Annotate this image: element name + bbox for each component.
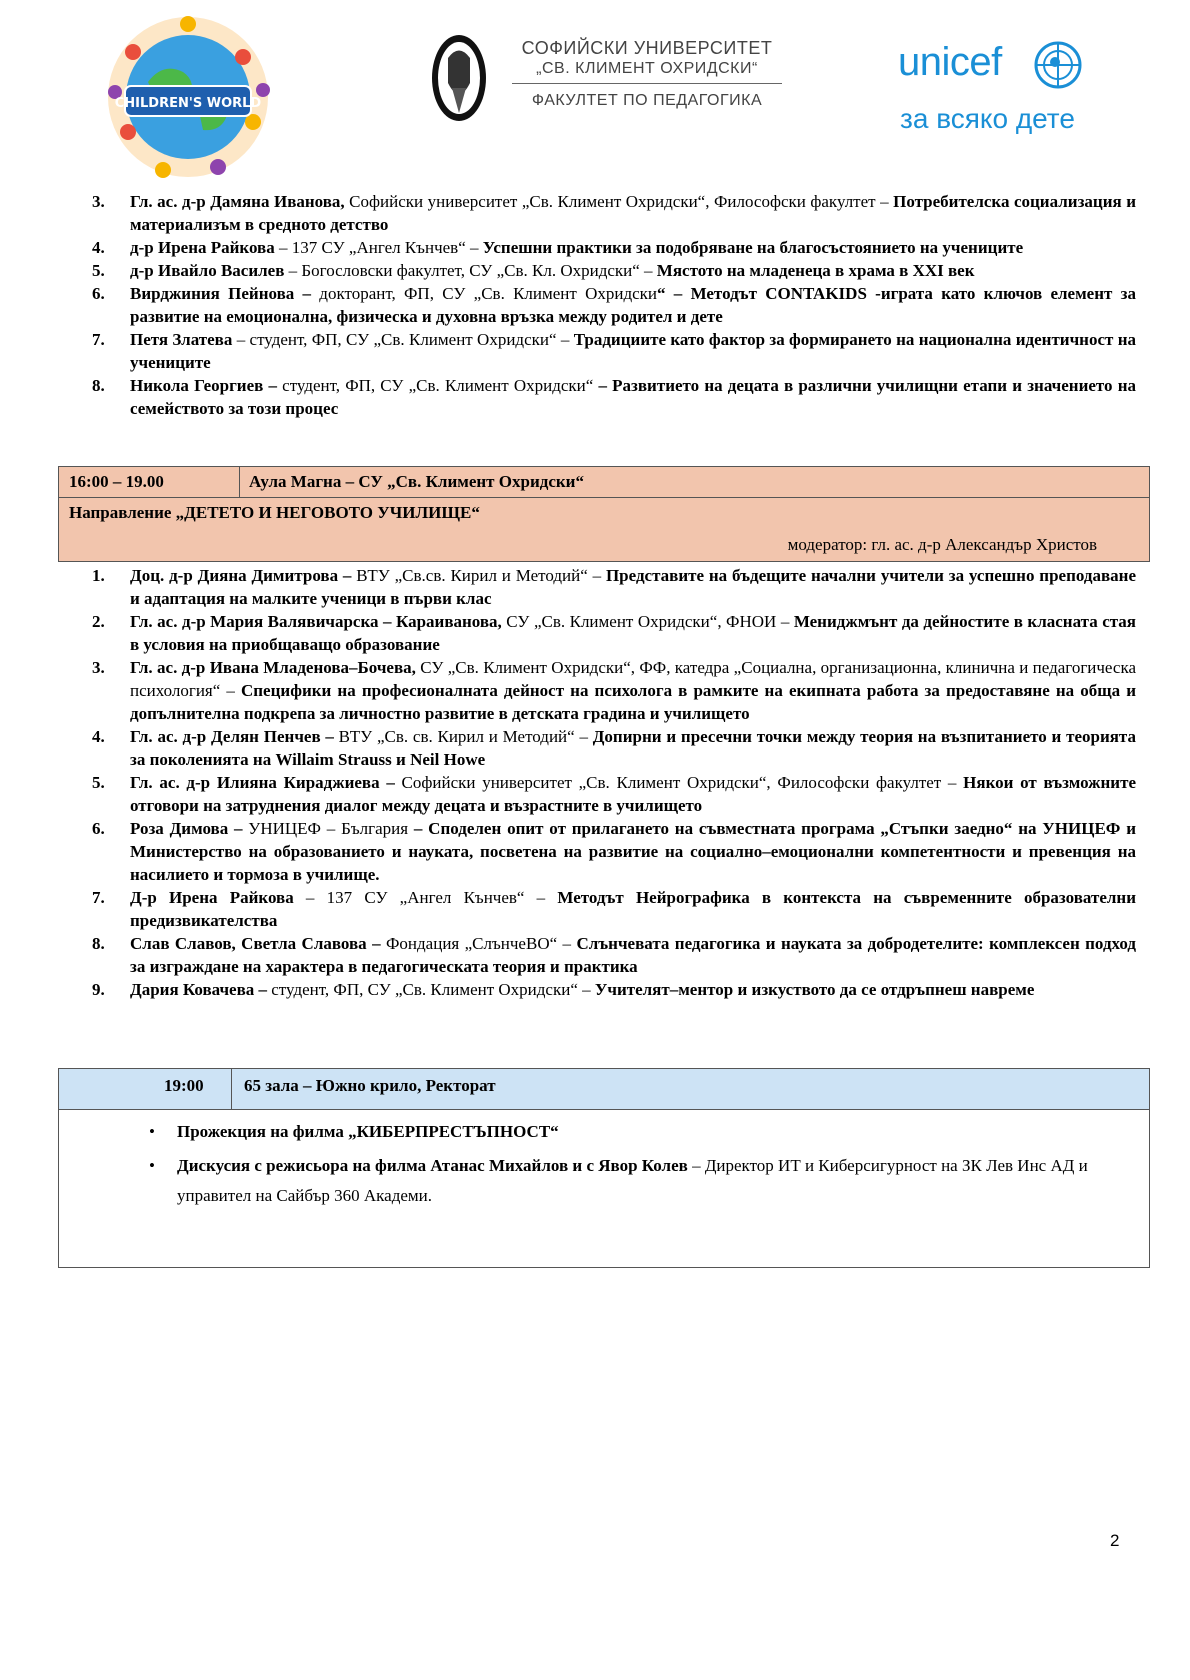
bullet-icon: • [149,1156,155,1175]
session-2-box [58,1068,1150,1268]
list-item-number: 4. [92,238,105,257]
session-2-time: 19:00 [164,1076,204,1095]
list-item-number: 1. [92,566,105,585]
text-run: Петя Златева [130,330,233,349]
text-run: Гл. ас. д-р Делян Пенчев – [130,727,334,746]
list-item-number: 2. [92,612,105,631]
text-run: Вирджиния Пейнова – [130,284,312,303]
text-run: д-р Ирена Райкова [130,238,275,257]
text-run: Гл. ас. д-р Ивана Младенова–Бочева, [130,658,416,677]
text-run: студент, ФП, СУ „Св. Климент Охридски“ [277,376,594,395]
list-item [92,190,1136,236]
session-2-venue: 65 зала – Южно крило, Ректорат [244,1076,496,1095]
list-item-number: 6. [92,284,105,303]
text-run: УНИЦЕФ – България [242,819,409,838]
text-run: Гл. ас. д-р Илияна Кираджиева – [130,773,395,792]
text-run: докторант, ФП, СУ „Св. Климент Охридски [311,284,658,303]
text-run: Представите на бъдещите начални учители за успешно преподаване и адаптация на малките ученици в първи клас [130,566,1136,608]
text-run: – Директор ИТ и Киберсигурност на ЗК Лев Инс АД и управител на Сайбър 360 Академи. [177,1156,1088,1205]
text-run: Никола Георгиев – [130,376,277,395]
page-number: 2 [1110,1531,1120,1550]
text-run: СУ „Св. Климент Охридски“, ФНОИ – [501,612,794,631]
text-run: Доц. д-р Дияна Димитрова – [130,566,352,585]
list-item [92,259,1136,282]
session-1-moderator: модератор: гл. ас. д-р Александър Христов [787,535,1097,554]
text-run: – Развитието на децата в различни училищни етапи и значението на семейството за този процес [130,376,1136,418]
university-name: СОФИЙСКИ УНИВЕРСИТЕТ [521,38,773,58]
text-run: – Споделен опит от прилагането на съвместната програма „Стъпки заедно“ на УНИЦЕФ и Министерство на образованието и науката, посветена на развитие на социално–емоционални компетентности и превенция на насилието и тормоза в училище. [130,819,1136,884]
list-item-number: 6. [92,819,105,838]
text-run: – студент, ФП, СУ „Св. Климент Охридски“ – [232,330,574,349]
text-run: ВТУ „Св. св. Кирил и Методий“ – [333,727,593,746]
text-run: Дискусия с режисьора на филма Атанас Михайлов и с Явор Колев [177,1156,688,1175]
text-run: Някои от възможните отговори на затруднения диалог между децата и възрастните в училището [130,773,1136,815]
text-run: Прожекция на филма „КИБЕРПРЕСТЪПНОСТ“ [177,1122,559,1141]
text-run: Д-р Ирена Райкова [130,888,294,907]
list-item-number: 5. [92,773,105,792]
list-item-number: 5. [92,261,105,280]
text-run: Мениджмънт да дейностите в класната стая в условия на приобщаващо образование [130,612,1136,654]
list-item-number: 3. [92,192,105,211]
text-run: Традициите като фактор за формирането на национална идентичност на учениците [130,330,1137,372]
list-item [92,282,1136,328]
university-name-block [512,38,782,110]
list-item [92,978,1136,1001]
text-run: СУ „Св. Климент Охридски“, ФФ, катедра „Социална, организационна, клинична и педагогическа психология“ – [130,658,1136,700]
list-item [92,610,1136,656]
list-item [92,886,1136,932]
list-item [92,771,1136,817]
text-run: Фондация „СлънчеВО“ – [380,934,577,953]
session-1-row [59,467,1149,498]
text-run: Слав Славов, Светла Славова – [130,934,381,953]
list-item [92,328,1136,374]
list-item [92,725,1136,771]
session-2-bullets [149,1117,1127,1215]
text-run: Потребителска социализация и материализъм в средното детство [130,192,1136,234]
university-subname: „СВ. КЛИМЕНТ ОХРИДСКИ“ [536,60,758,77]
text-run: ВТУ „Св.св. Кирил и Методий“ – [351,566,606,585]
list-item [92,932,1136,978]
text-run: Специфики на професионалната дейност на психолога в рамките на екипната работа за предоставяне на обща и допълнителна подкрепа за личностно развитие в детската градина и училището [130,681,1136,723]
list-item-number: 7. [92,888,105,907]
text-run: “ – Методът CONTAKIDS -играта като ключов елемент за развитие на емоционална, физическа и духовна връзка между родител и дете [130,284,1136,326]
bullet-item [149,1117,1127,1147]
list-item-number: 4. [92,727,105,746]
list-item-number: 8. [92,376,105,395]
unicef-logo-text: unicef [898,40,1002,84]
text-run: Успешни практики за подобряване на благосъстоянието на учениците [482,238,1024,257]
speakers-list-2 [92,564,1136,1001]
unicef-tagline: за всяко дете [900,103,1075,134]
text-run: Допирни и пресечни точки между теория на възпитанието и теорията за поколенията на Willaim Strauss и Neil Howe [130,727,1136,769]
list-item-number: 7. [92,330,105,349]
text-run: – 137 СУ „Ангел Кънчев“ – [293,888,558,907]
university-emblem-icon [430,33,488,123]
session-1-direction: Направление „ДЕТЕТО И НЕГОВОТО УЧИЛИЩЕ“ [69,503,480,522]
bullet-item [149,1151,1127,1211]
text-run: Учителят–ментор и изкуството да се отдръпнеш навреме [594,980,1035,999]
childrens-world-logo [103,12,273,182]
text-run: Мястото на младенеца в храма в XXI век [656,261,975,280]
text-run: Слънчевата педагогика и науката за добродетелите: комплексен подход за изграждане на характера в педагогическата теория и практика [130,934,1137,976]
bullet-icon: • [149,1122,155,1141]
text-run: Гл. ас. д-р Мария Валявичарска – Караиванова, [130,612,502,631]
session-1-time: 16:00 – 19.00 [69,472,164,491]
page-header [0,0,1190,185]
list-item-number: 3. [92,658,105,677]
text-run: Методът Нейрографика в контекста на съвременните образователни предизвикателства [130,888,1136,930]
text-run: Софийски университет „Св. Климент Охридски“, Философски факултет – [344,192,894,211]
list-item [92,656,1136,725]
text-run: Софийски университет „Св. Климент Охридски“, Философски факултет – [394,773,964,792]
list-item [92,374,1136,420]
list-item [92,817,1136,886]
session-2-row [59,1069,1149,1110]
text-run: Дария Ковачева – [130,980,268,999]
text-run: – 137 СУ „Ангел Кънчев“ – [274,238,483,257]
text-run: д-р Ивайло Василев [130,261,285,280]
session-2-divider [231,1069,232,1109]
session-1-divider [239,467,240,497]
university-rule [512,83,782,84]
list-item [92,236,1136,259]
session-1-venue: Аула Магна – СУ „Св. Климент Охридски“ [249,472,584,491]
unicef-globe-icon [1033,40,1083,90]
logo-text: CHILDREN'S WORLD [114,96,262,111]
text-run: студент, ФП, СУ „Св. Климент Охридски“ – [267,980,595,999]
speakers-list-1 [92,190,1136,420]
list-item [92,564,1136,610]
text-run: Роза Димова – [130,819,243,838]
faculty-name: ФАКУЛТЕТ ПО ПЕДАГОГИКА [531,92,763,109]
list-item-number: 9. [92,980,105,999]
text-run: Гл. ас. д-р Дамяна Иванова, [130,192,345,211]
session-1-header [58,466,1150,562]
text-run: – Богословски факултет, СУ „Св. Кл. Охридски“ – [284,261,657,280]
list-item-number: 8. [92,934,105,953]
